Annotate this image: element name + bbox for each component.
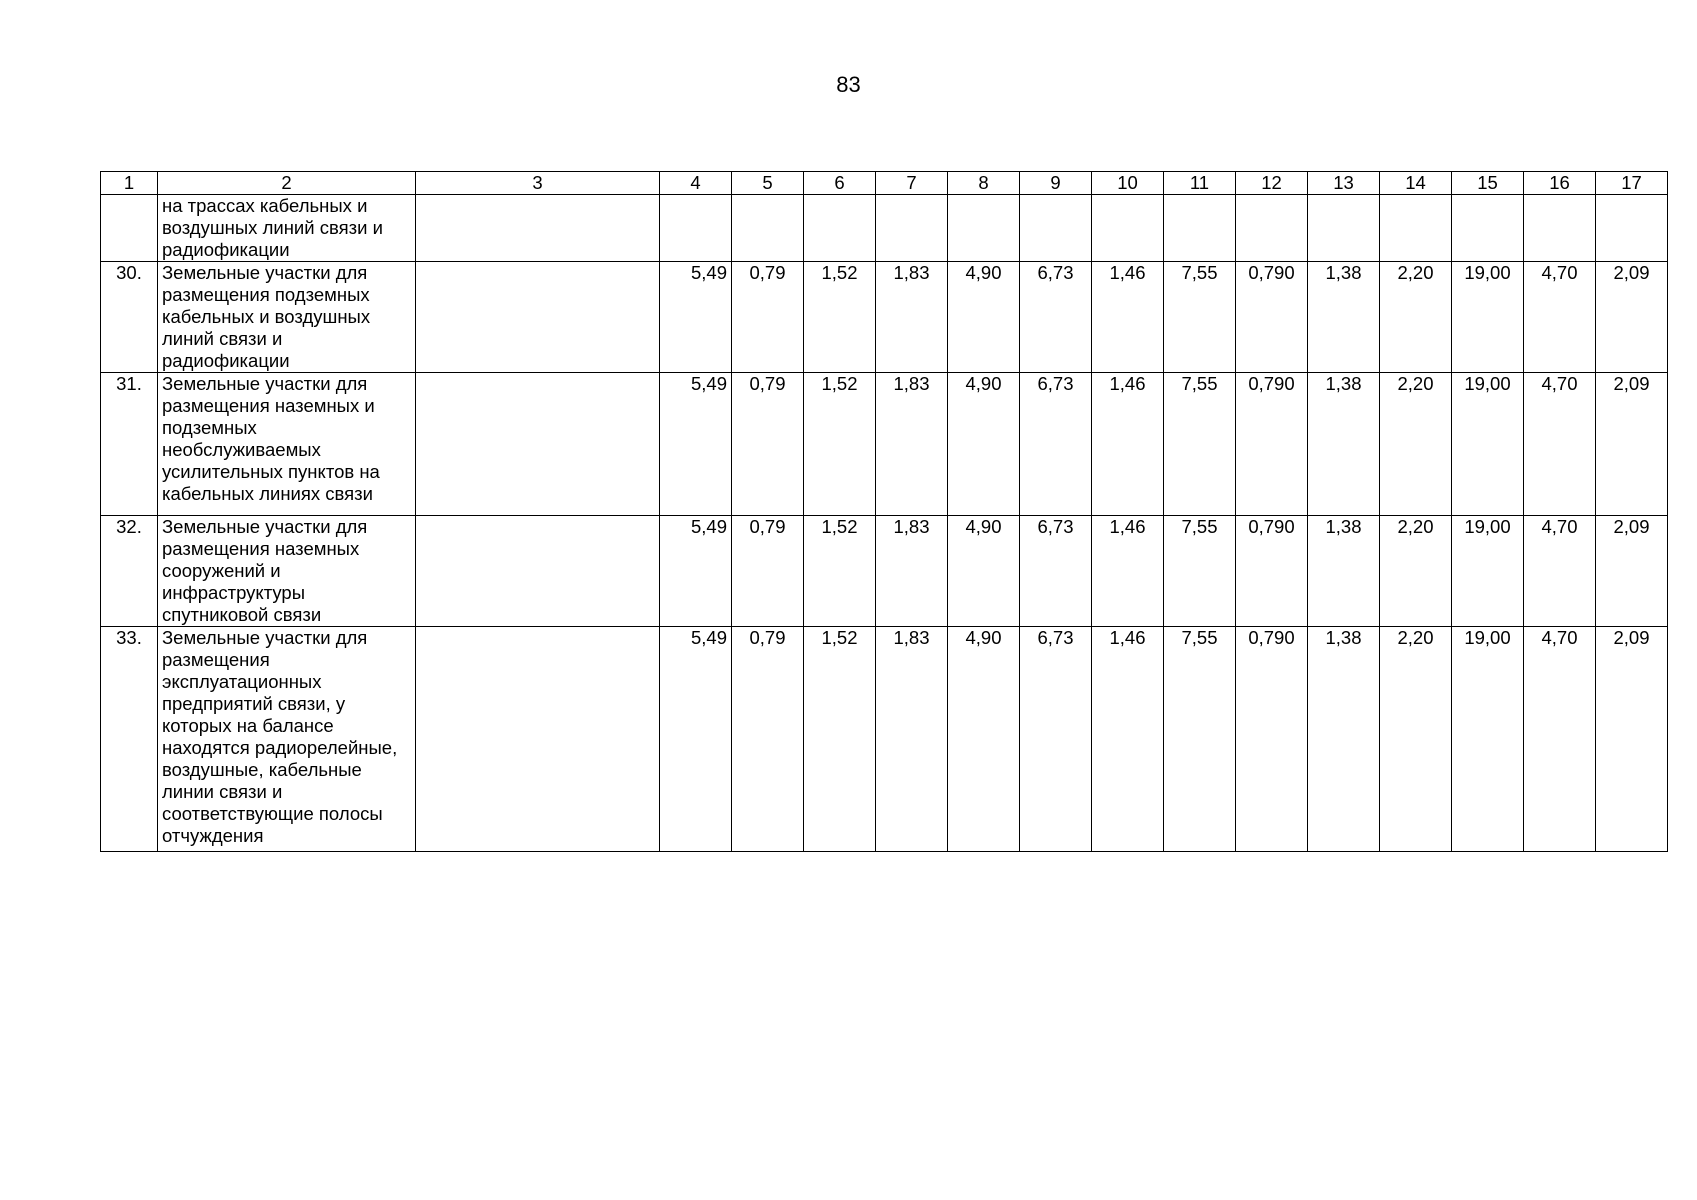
- value-cell: 1,83: [876, 516, 948, 627]
- value-cell: 1,83: [876, 262, 948, 373]
- value-cell: 2,20: [1380, 516, 1452, 627]
- value-cell: 5,49: [660, 373, 732, 516]
- column-header: 7: [876, 172, 948, 195]
- value-cell: 5,49: [660, 627, 732, 852]
- value-cell: 7,55: [1164, 627, 1236, 852]
- value-cell: 1,38: [1308, 627, 1380, 852]
- column-header: 4: [660, 172, 732, 195]
- value-cell: 1,46: [1092, 627, 1164, 852]
- value-cell: [876, 195, 948, 262]
- column-header: 13: [1308, 172, 1380, 195]
- table-row: [101, 516, 1668, 627]
- value-cell: [1524, 195, 1596, 262]
- column-header: 16: [1524, 172, 1596, 195]
- value-cell: [1452, 195, 1524, 262]
- value-cell: [732, 195, 804, 262]
- value-cell: 4,70: [1524, 516, 1596, 627]
- column-header: 6: [804, 172, 876, 195]
- value-cell: [1596, 195, 1668, 262]
- column-header: 5: [732, 172, 804, 195]
- value-cell: 1,46: [1092, 516, 1164, 627]
- value-cell: 4,70: [1524, 262, 1596, 373]
- value-cell: 0,79: [732, 373, 804, 516]
- column-header: 8: [948, 172, 1020, 195]
- value-cell: 1,46: [1092, 373, 1164, 516]
- value-cell: 5,49: [660, 516, 732, 627]
- value-cell: 0,79: [732, 262, 804, 373]
- value-cell: 4,90: [948, 373, 1020, 516]
- value-cell: 7,55: [1164, 516, 1236, 627]
- value-cell: 4,90: [948, 262, 1020, 373]
- column-header: 11: [1164, 172, 1236, 195]
- row-number-cell: 30.: [101, 262, 158, 373]
- column-header: 17: [1596, 172, 1668, 195]
- column-header: 15: [1452, 172, 1524, 195]
- value-cell: 1,52: [804, 262, 876, 373]
- value-cell: 4,90: [948, 627, 1020, 852]
- column-header: 10: [1092, 172, 1164, 195]
- value-cell: 0,790: [1236, 262, 1308, 373]
- value-cell: [1092, 195, 1164, 262]
- value-cell: [1020, 195, 1092, 262]
- column-header: 3: [416, 172, 660, 195]
- table-header-row: [101, 172, 1668, 195]
- value-cell: 2,20: [1380, 627, 1452, 852]
- row-name-cell: Земельные участки для размещения наземных и подземных необслуживаемых усилительных пунктов на кабельных линиях связи: [158, 373, 416, 516]
- value-cell: 0,79: [732, 516, 804, 627]
- tariff-table: [100, 171, 1668, 852]
- value-cell: 1,52: [804, 627, 876, 852]
- column-header: 12: [1236, 172, 1308, 195]
- value-cell: 6,73: [1020, 627, 1092, 852]
- value-cell: 1,52: [804, 373, 876, 516]
- row-number-cell: 32.: [101, 516, 158, 627]
- row-number-cell: 33.: [101, 627, 158, 852]
- value-cell: [804, 195, 876, 262]
- value-cell: 4,90: [948, 516, 1020, 627]
- column-header: 14: [1380, 172, 1452, 195]
- value-cell: [1380, 195, 1452, 262]
- value-cell: 19,00: [1452, 516, 1524, 627]
- value-cell: [948, 195, 1020, 262]
- value-cell: 19,00: [1452, 627, 1524, 852]
- value-cell: 5,49: [660, 262, 732, 373]
- value-cell: 0,790: [1236, 373, 1308, 516]
- value-cell: 1,38: [1308, 516, 1380, 627]
- row-col3-cell: [416, 516, 660, 627]
- value-cell: 19,00: [1452, 373, 1524, 516]
- value-cell: 1,46: [1092, 262, 1164, 373]
- row-name-cell: на трассах кабельных и воздушных линий связи и радиофикации: [158, 195, 416, 262]
- row-name-cell: Земельные участки для размещения наземных сооружений и инфраструктуры спутниковой связи: [158, 516, 416, 627]
- value-cell: [1164, 195, 1236, 262]
- value-cell: [660, 195, 732, 262]
- page-number: 83: [836, 72, 861, 97]
- table-row: [101, 262, 1668, 373]
- value-cell: 7,55: [1164, 262, 1236, 373]
- value-cell: 6,73: [1020, 262, 1092, 373]
- row-name-cell: Земельные участки для размещения подземных кабельных и воздушных линий связи и радиофикации: [158, 262, 416, 373]
- value-cell: 2,20: [1380, 262, 1452, 373]
- table-body: [101, 195, 1668, 852]
- value-cell: 1,38: [1308, 373, 1380, 516]
- column-header: 9: [1020, 172, 1092, 195]
- value-cell: 6,73: [1020, 373, 1092, 516]
- column-header: 2: [158, 172, 416, 195]
- table-row: [101, 627, 1668, 852]
- value-cell: 0,790: [1236, 516, 1308, 627]
- table-row: [101, 373, 1668, 516]
- value-cell: 0,790: [1236, 627, 1308, 852]
- value-cell: 1,38: [1308, 262, 1380, 373]
- value-cell: 1,83: [876, 373, 948, 516]
- value-cell: 2,09: [1596, 516, 1668, 627]
- value-cell: 2,09: [1596, 262, 1668, 373]
- row-name-cell: Земельные участки для размещения эксплуатационных предприятий связи, у которых на балансе находятся радиорелейные, воздушные, кабельные линии связи и соответствующие полосы отчуждения: [158, 627, 416, 852]
- value-cell: 19,00: [1452, 262, 1524, 373]
- row-col3-cell: [416, 373, 660, 516]
- value-cell: 1,52: [804, 516, 876, 627]
- value-cell: [1308, 195, 1380, 262]
- value-cell: 1,83: [876, 627, 948, 852]
- value-cell: 0,79: [732, 627, 804, 852]
- value-cell: 4,70: [1524, 373, 1596, 516]
- row-number-cell: [101, 195, 158, 262]
- row-col3-cell: [416, 627, 660, 852]
- value-cell: 2,20: [1380, 373, 1452, 516]
- value-cell: 7,55: [1164, 373, 1236, 516]
- value-cell: 6,73: [1020, 516, 1092, 627]
- table-row: [101, 195, 1668, 262]
- row-number-cell: 31.: [101, 373, 158, 516]
- value-cell: 2,09: [1596, 373, 1668, 516]
- column-header: 1: [101, 172, 158, 195]
- row-col3-cell: [416, 195, 660, 262]
- row-col3-cell: [416, 262, 660, 373]
- value-cell: [1236, 195, 1308, 262]
- value-cell: 2,09: [1596, 627, 1668, 852]
- value-cell: 4,70: [1524, 627, 1596, 852]
